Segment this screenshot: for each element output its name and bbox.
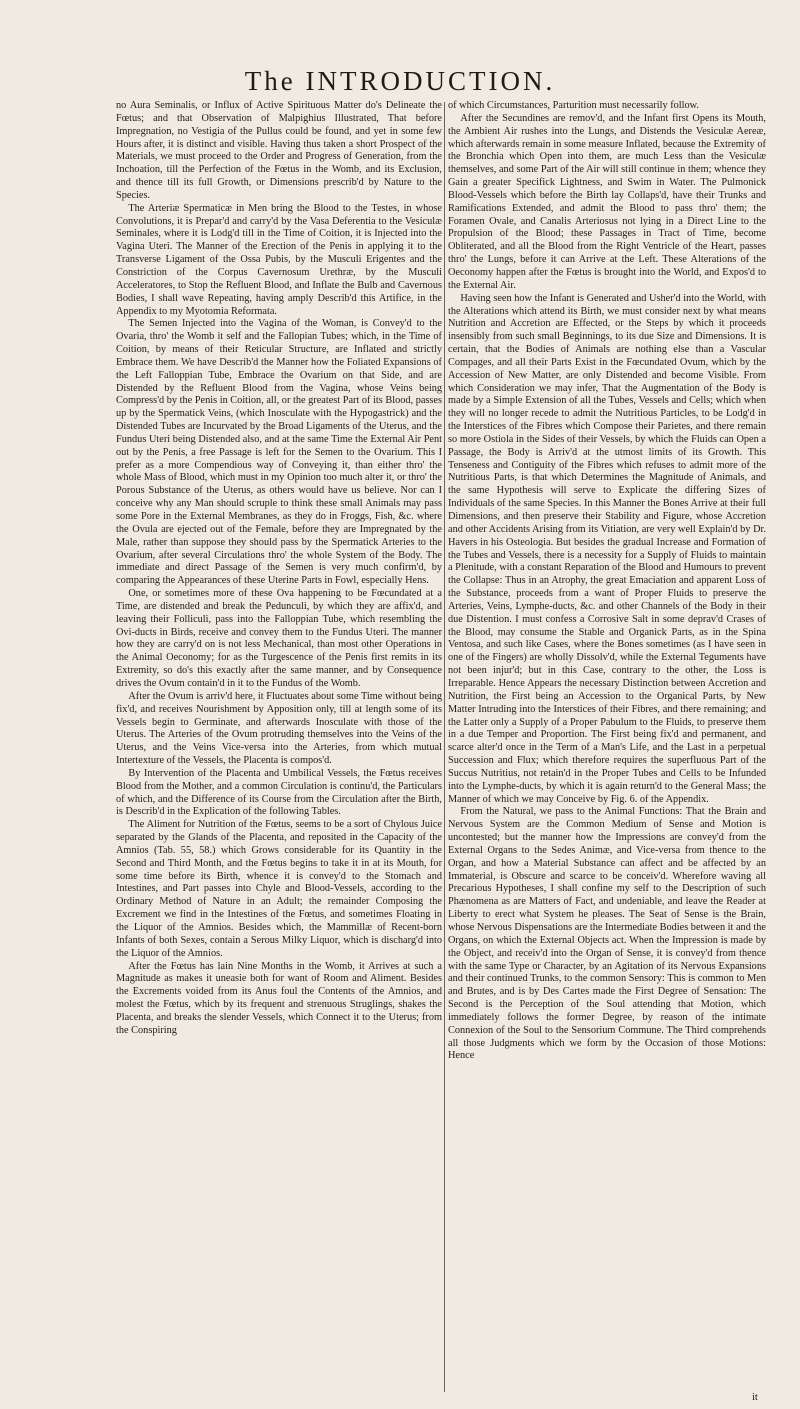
column-divider — [444, 102, 445, 1392]
right-paragraph: After the Secundines are remov'd, and the Infant first Opens its Mouth, the Ambient Air rushes into the Lungs, and Distends the Vesiculæ Aereæ, which afterwards remain in some measure Inflated, because the Extremity of the Bronchia which Open into them, are much Less than the Vesiculæ themselves, and some Part of the Air will still continue in them; whence they Gain a greater Specifick Lightness, and Swim in Water. The Pulmonick Blood-Vessels which before the Birth lay Collaps'd, have their Trunks and Ramifications Extended, and admit the Blood to pass thro' them; the Foramen Ovale, and Canalis Arteriosus not lying in a Direct Line to the Propulsion of the Blood; these Passages in Tract of Time, become Obliterated, and all the Blood from the Right Ventricle of the Heart, passes thro' the Lungs, before it can Arrive at the Left. These Alterations of the Oeconomy happen after the Fœtus is brought into the World, and Expos'd to the External Air. — [448, 112, 766, 291]
left-paragraph: After the Ovum is arriv'd here, it Fluctuates about some Time without being fix'd, and receives Nourishment by Apposition only, till at length some of its Vessels begin to Germinate, and afterwards Inosculate with those of the Uterus. The Arteries of the Ovum protruding themselves into the Veins of the Uterus, and the Veins Vice-versa into the Arteries, from which mutual Intertexture of the Vessels, the Placenta is compos'd. — [116, 690, 442, 767]
left-paragraph: no Aura Seminalis, or Influx of Active Spirituous Matter do's Delineate the Fœtus; and that Observation of Malpighius Illustrated, That before Impregnation, no Vestigia of the Pullus could be found, and yet in some few Hours after, it is distinct and visible. Having thus taken a short Prospect of the Materials, we must proceed to the Order and Progress of Generation, from the Inchoation, till the Perfection of the Fœtus in the Womb, and its Exclusion, and thence till its full Growth, or Dimensions prescrib'd by Nature to the Species. — [116, 100, 442, 201]
left-paragraph: After the Fœtus has lain Nine Months in the Womb, it Arrives at such a Magnitude as makes it uneasie both for want of Room and Aliment. Besides the Excrements voided from its Anus foul the Contents of the Amnios, and molest the Fœtus, which by its frequent and strenuous Struglings, shakes the Placenta, and breaks the slender Vessels, which Connect it to the Uterus; from the Conspiring — [116, 960, 442, 1036]
left-paragraph: By Intervention of the Placenta and Umbilical Vessels, the Fœtus receives Blood from the Mother, and a common Circulation is continu'd, the Particulars of which, and the Difference of its Course from the Circulation after the Birth, is Describ'd in the Explication of the following Tables. — [116, 767, 442, 818]
left-paragraph: The Arteriæ Spermaticæ in Men bring the Blood to the Testes, in whose Convolutions, it is Prepar'd and carry'd by the Vasa Deferentia to the Vesiculæ Seminales, where it is Lodg'd till in the Time of Coition, it is Injected into the Vagina Uteri. The Manner of the Erection of the Penis in applying it to the Transverse Ligament of the Ossa Pubis, by the Musculi Erigentes and the Constriction of the Corpus Cavernosum Urethræ, by the Musculi Acceleratores, to Stop the Refluent Blood, and Inflate the Bulb and Cavernous Bodies, I shall wave Repeating, having amply Describ'd this Artifice, in the Appendix to my Myotomia Reformata. — [116, 202, 442, 317]
catchword: it — [752, 1392, 758, 1403]
right-paragraph: Having seen how the Infant is Generated and Usher'd into the World, with the Alterations which attend its Birth, we must consider next by what means Nutrition and Accretion are Effected, or the Steps by which it proceeds insensibly from such small Beginnings, to its due Size and Dimensions. It is certain, that the Bodies of Animals are nothing else than a Vascular Compages, and all their Parts Exist in the Fœcundated Ovum, which by the Accession of New Matter, are only Distended and become Visible. From which Consideration we may infer, That the Augmentation of the Body is made by a Simple Extension of all the Tubes, Vessels and Cells; which when they will no longer recede to admit the Nutritious Particles, to be Lodg'd in the Interstices of the Fibres which Compose their Parietes, and there remain so more Ostiola in the Sides of their Vessels, by which the Fluids can Open a Passage, the Body is Arriv'd at the utmost limits of its Growth. This Tenseness and Contiguity of the Fibres which refuses to admit more of the Nutritious Parts, is that which Determines the Magnitude of Animals, and the same Hypothesis will serve to Explicate the differing Sizes of Individuals of the same Species. In this Manner the Bones Arrive at their full Dimensions, and then preserve their Stability and Figure, whose Accretion and other Accidents Arising from its Vitiation, are very well Explain'd by Dr. Havers in his Osteologia. But besides the gradual Increase and Formation of the Tubes and Vessels, there is a necessity for a Supply of Fluids to maintain a Plenitude, with a constant Reparation of the Blood and Humours to prevent the Collapse: Thus in an Atrophy, the great Emaciation and apparent Loss of the Substance, proceeds from a want of Proper Fluids to preserve the Arteries, Veins, Lymphe-ducts, &c. and other Channels of the Body in their due Distention. I must confess a Corrosive Salt in some deprav'd Crases of the Blood, may consume the Stable and Organick Parts, as in the Spina Ventosa, and such like Cases, where the Bones sometimes (as I have seen in one of the Fingers) are wholly Dissolv'd, while the External Teguments have not been injur'd; but in this Case, contrary to the other, the Loss is Irreparable. Hence Appears the necessary Distinction between Accretion and Nutrition, the First being an Accession to the Organical Parts, by New Matter Intruding into the Interstices of their Fibres, and there remaining; and the Latter only a Supply of a Proper Pabulum to the Fluids, to preserve them in a due Temper and Proportion. The First being fix'd and permanent, and scarce alter'd once in the Term of a Man's Life, and the Last in a perpetual Succession and Flux; which therefore requires the superfluous Part of the Succus Nutritius, not retain'd in the Proper Tubes and Cells to be Infunded into the Lymphe-ducts, by which it is again return'd to the General Mass; the Manner of which we may Conceive by Fig. 6. of the Appendix. — [448, 292, 766, 805]
right-paragraph: of which Circumstances, Parturition must necessarily follow. — [448, 100, 699, 111]
left-paragraph: The Semen Injected into the Vagina of the Woman, is Convey'd to the Ovaria, thro' the Womb it self and the Fallopian Tubes; which, in the Time of Coition, by means of their Reticular Structure, are Inflated and strictly Embrace them. We have Describ'd the Manner how the Foliated Expansions of the Left Falloppian Tube, Embrace the Ovarium on that Side, and are Distended by the Refluent Blood from the Vagina, whose Veins being Compress'd by the Penis in Coition, all, or the greatest Part of its Blood, passes up by the Spermatick Veins, (which Inosculate with the Hypogastrick) and the Distended Tubes are Incurvated by the Broad Ligaments of the Uterus, and the Fundus Uteri being Distended also, and at the same Time the External Air Pent out by the Penis, a free Passage is left for the Semen to the Ovarium. This I prefer as a more Compendious way of Conveying it, than either thro' the whole Mass of Blood, which must in my Opinion too much alter it, or thro' the Porous Substance of the Uterus, as others would have us believe. Nor can I conceive why any Man should scruple to think these small Animals may pass some Pore in the External Membranes, as they do in Froggs, Fish, &c. where the Ovula are ejected out of the Female, before they are Impregnated by the Male, rather than suppose they should pass by the Spermatick Arteries to the Ovarium, after several Circulations thro' the whole System of the Body. The immediate and direct Passage of the Semen is very much confirm'd, by comparing the Appearances of these Uterine Parts in Fowl, especially Hens. — [116, 318, 442, 587]
right-paragraph: From the Natural, we pass to the Animal Functions: That the Brain and Nervous System are the Common Medium of Sense and Motion is uncontested; but the manner how the Impressions are convey'd from the External Organs to the Sedes Animæ, and Vice-versa from thence to the Organ, and how a Material Substance can affect and be affected by an Immaterial, is Obscure and scarce to be conceiv'd. Wherefore waving all Precarious Hypotheses, I shall confine my self to the Description of such Phænomena as are Matters of Fact, and undeniable, and leave the Reader at Liberty to erect what System he pleases. The Seat of Sense is the Brain, whose Nervous Dispensations are the Intermediate Bodies between it and the Organs, on which the External Objects act. When the Impression is made by the Object, and receiv'd into the Organ of Sense, it is convey'd from thence with the same Type or Character, by an Agitation of its Nervous Expansions and their continued Trunks, to the common Sensory: This is common to Men and Brutes, and is by Des Cartes made the First Degree of Sensation: The Second is the Perception of the Soul attending that Motion, which immediately follows the former Degree, by reason of the intimate Connexion of the Soul to the Sensorium Commune. The Third comprehends all those Judgments which we form by the Occasion of those Motions: Hence — [448, 806, 766, 1062]
left-paragraph: One, or sometimes more of these Ova happening to be Fœcundated at a Time, are distended and break the Pedunculi, by which they are affix'd, and leaving their Folliculi, pass into the Falloppian Tube, which resembling the Ovi-ducts in Birds, receive and convey them to the Fundus Uteri. The manner how they are carry'd on is not less Mechanical, than most other Operations in the Animal Oeconomy; for as the Turgescence of the Penis first remits in its Extremity, so do's this exactly after the same manner, and by Consequence drives the Ovum contain'd in it to the Fundus of the Womb. — [116, 588, 442, 689]
running-head-title: The INTRODUCTION. — [244, 66, 556, 96]
left-paragraph: The Aliment for Nutrition of the Fœtus, seems to be a sort of Chylous Juice separated by the Glands of the Placenta, and reposited in the Capacity of the Amnios (Tab. 55, 58.) which Grows considerable for its Quantity in the Second and Third Month, and the Fœtus begins to take it in at its Mouth, for some time before its Birth, whence it is convey'd to the Stomach and Intestines, and Part passes into Chyle and Blood-Vessels, according to the Ordinary Method of Nature in an Adult; the remainder Composing the Excrement we find in the Intestines of the Fœtus, and sometimes Floating in the Liquor of the Amnios. Besides which, the Mammillæ of Recent-born Infants of both Sexes, contain a Serous Milky Liquor, which is discharg'd into the Liquor of the Amnios. — [116, 819, 442, 959]
right-column — [448, 100, 766, 1063]
left-column — [116, 100, 442, 1038]
